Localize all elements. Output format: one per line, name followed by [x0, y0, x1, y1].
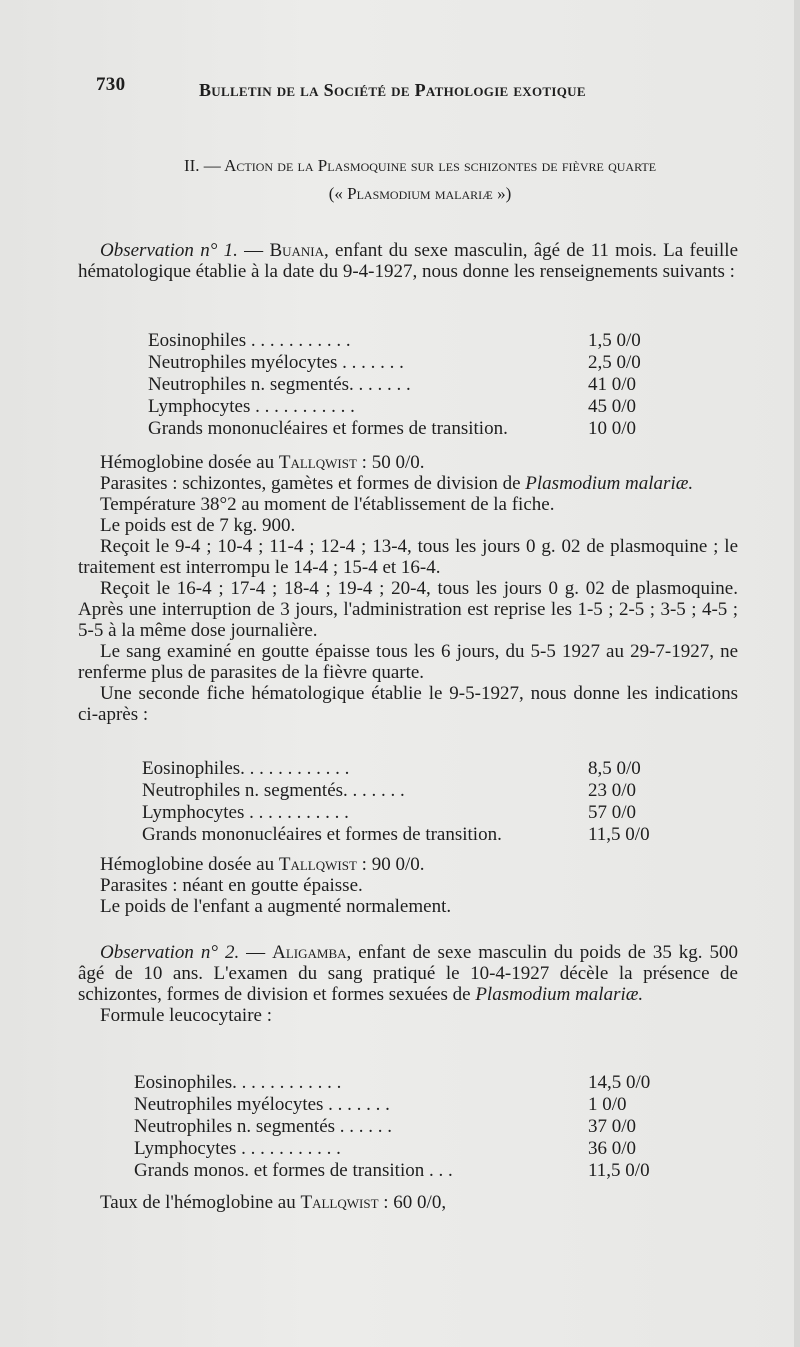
- obs2-label: Observation n° 2.: [100, 942, 240, 963]
- obs1-parasites: Parasites : schizontes, gamètes et formes de division de Plasmodium malariæ.: [100, 473, 694, 494]
- obs2-intro: [78, 942, 738, 1026]
- obs1-treatment1: Reçoit le 9-4 ; 10-4 ; 11-4 ; 12-4 ; 13-4, tous les jours 0 g. 02 de plasmoquine ; le traitement est interrompu le 14-4 ; 15-4 et 16-4.: [78, 536, 738, 578]
- formula-row: Eosinophiles. . . . . . . . . . . . 8,5 0/0: [142, 758, 641, 779]
- section-title: [100, 152, 740, 208]
- page-edge: [794, 0, 800, 1347]
- obs2-dash: —: [239, 942, 273, 963]
- obs1-treatment2: Reçoit le 16-4 ; 17-4 ; 18-4 ; 19-4 ; 20-4, tous les jours 0 g. 02 de plasmoquine. Après une interruption de 3 jours, l'administration est reprise les 1-5 ; 2-5 ; 3-5 ; 4-5 ; 5-5 à la même dose journalière.: [78, 578, 738, 641]
- formula-row: Neutrophiles n. segmentés . . . . . . 37 0/0: [134, 1116, 637, 1137]
- obs2-hemoglobin: Taux de l'hémoglobine au Tallqwist : 60 0/0,: [100, 1192, 447, 1213]
- obs1-intro-text: , enfant du sexe masculin, âgé de 11 mois. La feuille hématologique établie à la date du 9-4-1927, nous donne les renseignements suivants :: [78, 240, 739, 282]
- formula-row: Eosinophiles. . . . . . . . . . . . 14,5 0/0: [134, 1072, 651, 1093]
- obs1-body: [78, 452, 738, 725]
- formula-row: Eosinophiles . . . . . . . . . . . 1,5 0/0: [148, 330, 641, 351]
- obs1-hemoglobin2: Hémoglobine dosée au Tallqwist : 90 0/0.: [100, 854, 425, 875]
- obs2-formula-label: Formule leucocytaire :: [100, 1005, 272, 1026]
- obs1-formula-table: [148, 330, 678, 440]
- formula-row: Neutrophiles myélocytes . . . . . . . 2,5 0/0: [148, 352, 641, 373]
- formula-row: Neutrophiles n. segmentés. . . . . . . 23 0/0: [142, 780, 637, 801]
- obs1-conclusion: [100, 854, 740, 917]
- obs1-parasites2: Parasites : néant en goutte épaisse.: [100, 875, 363, 896]
- obs1-name: Buania: [269, 240, 324, 261]
- obs1-label: Observation n° 1.: [100, 240, 238, 261]
- formula-row: Neutrophiles myélocytes . . . . . . . 1 0/0: [134, 1094, 627, 1115]
- obs1-second-sheet: Une seconde fiche hématologique établie le 9-5-1927, nous donne les indications ci-après :: [78, 683, 738, 725]
- obs1-hemoglobin: Hémoglobine dosée au Tallqwist : 50 0/0.: [100, 452, 425, 473]
- section-title-line2: (« Plasmodium malariæ »): [328, 184, 512, 203]
- page-number: 730: [96, 74, 126, 95]
- running-title: Bulletin de la Société de Pathologie exotique: [199, 80, 586, 100]
- obs2-intro-text: , enfant de sexe masculin du poids de 35 kg. 500 âgé de 10 ans. L'examen du sang pratiqué le 10-4-1927 décèle la présence de schizontes, formes de division et formes sexuées de: [78, 942, 738, 1005]
- obs1-dash: —: [237, 240, 270, 261]
- obs2-intro-italic: Plasmodium malariæ.: [475, 984, 644, 1005]
- obs1-weight: Le poids est de 7 kg. 900.: [100, 515, 296, 536]
- formula-row: Lymphocytes . . . . . . . . . . . 57 0/0: [142, 802, 637, 823]
- formula-row: Grands mononucléaires et formes de transition. 11,5 0/0: [142, 824, 650, 845]
- formula-row: Grands mononucléaires et formes de transition. 10 0/0: [148, 418, 637, 439]
- obs1-intro: [78, 240, 738, 282]
- obs1-weight2: Le poids de l'enfant a augmenté normalement.: [100, 896, 452, 917]
- obs1-temperature: Température 38°2 au moment de l'établissement de la fiche.: [100, 494, 555, 515]
- obs1-blood-exam: Le sang examiné en goutte épaisse tous les 6 jours, du 5-5 1927 au 29-7-1927, ne renferme plus de parasites de la fièvre quarte.: [78, 641, 738, 683]
- formula-row: Neutrophiles n. segmentés. . . . . . . 41 0/0: [148, 374, 637, 395]
- formula-row: Lymphocytes . . . . . . . . . . . 36 0/0: [134, 1138, 637, 1159]
- obs2-formula-table: [134, 1072, 678, 1182]
- obs2-name: Aligamba: [272, 942, 347, 963]
- section-title-line1: II. — Action de la Plasmoquine sur les schizontes de fièvre quarte: [183, 156, 657, 175]
- formula-row: Grands monos. et formes de transition . . . 11,5 0/0: [134, 1160, 650, 1181]
- obs1-formula2-table: [142, 758, 678, 846]
- formula-row: Lymphocytes . . . . . . . . . . . 45 0/0: [148, 396, 637, 417]
